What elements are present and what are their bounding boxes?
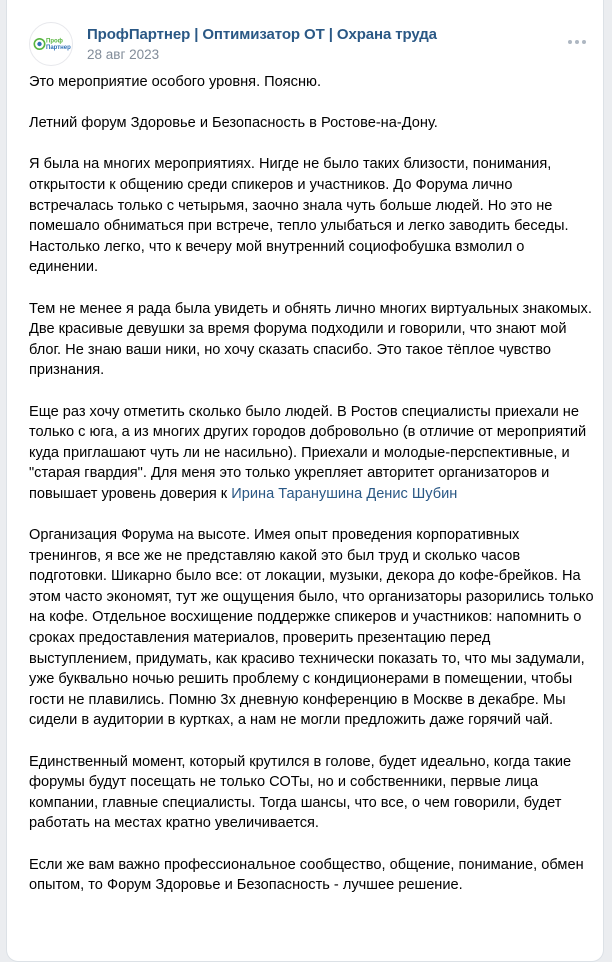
paragraph-7: Единственный момент, который крутился в голове, будет идеально, когда такие форумы будут посещать не только СОТы, но и собственники, первые лица компании, главные специалисты. Тогда шансы, что все, о чем говорили, будет работать на местах кратно увеличивается. xyxy=(29,753,572,832)
paragraph-6: Организация Форума на высоте. Имея опыт проведения корпоративных тренингов, я все же не представляю какой это был труд и сколько часов подготовки. Шикарно было все: от локации, музыки, декора до кофе-брейков. На этом часто экономят, тут же ощущения было, что организаторы разорились только на кофе. Отдельное восхищение поддержке спикеров и участников: напомнить о сроках предоставления материалов, проверить презентацию перед выступлением, придумать, как красиво технически показать то, что мы задумали, уже буквально ночью решить проблему с кондиционерами в помещении, чтобы гости не плавились. Помню 3х дневную конференцию в Москве в декабре. Мы сидели в аудитории в куртках, а нам не могли предложить даже горячий чай. xyxy=(29,527,594,729)
logo-line1: Проф xyxy=(46,38,63,45)
paragraph-1: Это мероприятие особого уровня. Поясню. xyxy=(29,74,322,90)
post-card xyxy=(6,0,604,962)
post-header xyxy=(29,20,589,68)
avatar[interactable] xyxy=(29,22,73,66)
more-horizontal-icon[interactable] xyxy=(565,32,589,52)
paragraph-2: Летний форум Здоровье и Безопасность в Ростове-на-Дону. xyxy=(29,115,438,132)
dot xyxy=(582,40,586,44)
logo-line2: Партнер xyxy=(46,45,71,51)
paragraph-5 xyxy=(29,402,595,505)
paragraph-4: Тем не менее я рада была увидеть и обнять лично многих виртуальных знакомых. Две красивые девушки за время форума подходили и говорили, что знают мой блог. Не знаю ваши ники, но хочу сказать спасибо. Это такое тёплое чувство признания. xyxy=(29,300,592,379)
paragraph-3: Я была на многих мероприятиях. Нигде не было таких близости, понимания, открытости к общению среди спикеров и участников. До Форума лично встречалась только с четырьмя, заочно знала чуть больше людей. Но это не помешало обниматься при встрече, тепло улыбаться и легко заводить беседы. Настолько легко, что к вечеру мой внутренний социофобушка взмолил о единении. xyxy=(29,156,569,276)
dot xyxy=(575,40,579,44)
paragraph-5-text: Еще раз хочу отметить сколько было людей. В Ростов специалисты приехали не только с юга, а из многих других городов добровольно (в отличие от мероприятий куда приглашают чуть ли не насильно). Приехали и молодые-перспективные, и "старая гвардия". Для меня это только укрепляет авторитет организаторов и повышает уровень доверия к xyxy=(29,403,587,502)
profpartner-logo-icon xyxy=(30,23,72,65)
post-text xyxy=(29,72,595,916)
mention-link-irina[interactable]: Ирина Таранушина xyxy=(231,485,363,502)
paragraph-8: Если же вам важно профессиональное сообщество, общение, понимание, обмен опытом, то Форум Здоровье и Безопасность - лучшее решение. xyxy=(29,856,584,894)
dot xyxy=(568,40,572,44)
post-author-link[interactable]: ПрофПартнер | Оптимизатор ОТ | Охрана труда xyxy=(87,26,437,43)
post-date[interactable]: 28 авг 2023 xyxy=(87,47,160,62)
mention-link-denis[interactable]: Денис Шубин xyxy=(366,485,458,502)
